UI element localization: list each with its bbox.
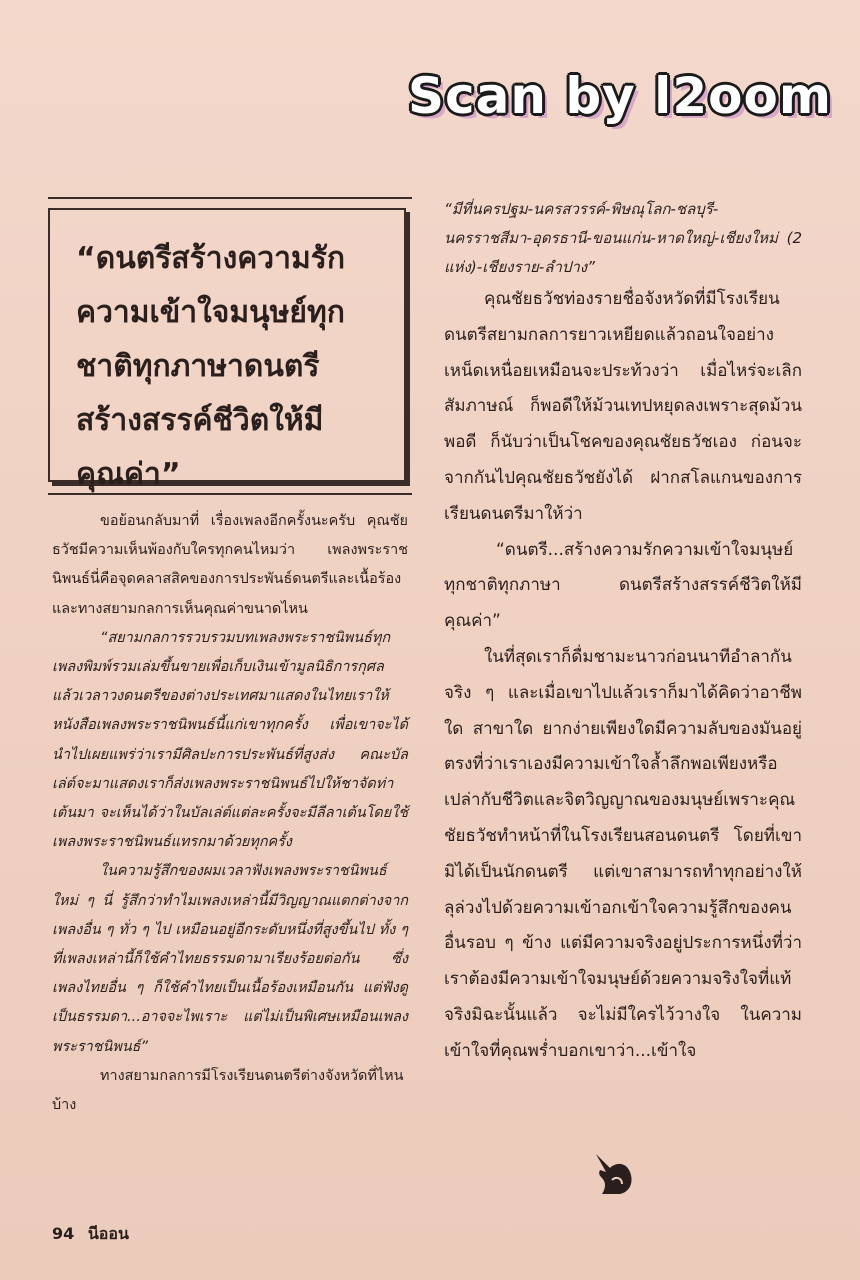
- magazine-name: นีออน: [87, 1224, 129, 1243]
- right-paragraph: ในที่สุดเราก็ดื่มชามะนาวก่อนนาทีอำลากันจริง ๆ และเมื่อเขาไปแล้วเราก็มาได้คิดว่าอาชีพใด สาขาใด ยากง่ายเพียงใดมีความลับของมันอยู่ตรงที่ว่าเราเองมีความเข้าใจล้ำลึกพอเพียงหรือเปล่ากับชีวิตและจิตวิญญาณของมนุษย์เพราะคุณชัยธวัชทำหน้าที่ในโรงเรียนสอนดนตรี โดยที่เขามิได้เป็นนักดนตรี แต่เขาสามารถทำทุกอย่างให้ลุล่วงไปด้วยความเข้าอกเข้าใจความรู้สึกของคนอื่นรอบ ๆ ข้าง แต่มีความจริงอยู่ประการหนึ่งที่ว่า เราต้องมีความเข้าใจมนุษย์ด้วยความจริงใจที่แท้จริงมิฉะนั้นแล้ว จะไม่มีใครไว้วางใจ ในความเข้าใจที่คุณพร่ำบอกเขาว่า...เข้าใจ: [444, 646, 802, 1061]
- right-paragraph: “มีที่นครปฐม-นครสวรรค์-พิษณุโลก-ชลบุรี-นครราชสีมา-อุดรธานี-ขอนแก่น-หาดใหญ่-เชียงใหม่ (2 แห่ง)-เชียงราย-ลำปาง”: [444, 200, 802, 276]
- top-rule: [48, 197, 412, 199]
- right-column: [444, 195, 802, 1070]
- left-paragraph: ขอย้อนกลับมาที่ เรื่องเพลงอีกครั้งนะครับ คุณชัยธวัชมีความเห็นพ้องกับใครทุกคนไหมว่า เพลงพระราชนิพนธ์นี่คือจุดคลาสสิคของการประพันธ์ดนตรีและเนื้อร้อง และทางสยามกลการเห็นคุณค่าขนาดไหน: [52, 513, 408, 617]
- left-paragraph: “สยามกลการรวบรวมบทเพลงพระราชนิพนธ์ทุกเพลงพิมพ์รวมเล่มขึ้นขายเพื่อเก็บเงินเข้ามูลนิธิการกุศล แล้วเวลาวงดนตรีของต่างประเทศมาแสดงในไทยเราให้หนังสือเพลงพระราชนิพนธ์นี้แก่เขาทุกครั้ง เพื่อเขาจะได้นำไปเผยแพร่ว่าเรามีศิลปะการประพันธ์ที่สูงส่ง คณะบัลเล่ต์จะมาแสดงเราก็ส่งเพลงพระราชนิพนธ์ไปให้ชาจัดท่าเต้นมา จะเห็นได้ว่าในบัลเล่ต์แต่ละครั้งจะมีลีลาเต้นโดยใช้เพลงพระราชนิพนธ์แทรกมาด้วยทุกครั้ง: [52, 629, 408, 851]
- scan-watermark: Scan by l2oom: [408, 67, 832, 125]
- left-paragraph: ทางสยามกลการมีโรงเรียนดนตรีต่างจังหวัดที่ไหนบ้าง: [52, 1067, 404, 1114]
- right-paragraph: คุณชัยธวัชท่องรายชื่อจังหวัดที่มีโรงเรียนดนตรีสยามกลการยาวเหยียดแล้วถอนใจอย่างเหน็ดเหนื่อยเหมือนจะประท้วงว่า เมื่อไหร่จะเลิกสัมภาษณ์ ก็พอดีให้ม้วนเทปหยุดลงเพราะสุดม้วนพอดี ก็นับว่าเป็นโชคของคุณชัยธวัชเอง ก่อนจะจากกันไปคุณชัยธวัชยังได้ ฝากสโลแกนของการเรียนดนตรีมาให้ว่า: [444, 289, 802, 524]
- unicorn-head-icon: [592, 1150, 636, 1196]
- pull-quote-box: [48, 208, 406, 492]
- mid-rule: [48, 493, 412, 495]
- page-footer: [52, 1221, 137, 1247]
- pull-quote-text: “ดนตรีสร้างความรักความเข้าใจมนุษย์ทุกชาติทุกภาษาดนตรีสร้างสรรค์ชีวิตให้มีคุณค่า”: [76, 241, 346, 492]
- page-number: 94: [52, 1224, 75, 1243]
- left-column: [52, 507, 408, 1120]
- right-paragraph: “ดนตรี...สร้างความรักความเข้าใจมนุษย์ทุกชาติทุกภาษา ดนตรีสร้างสรรค์ชีวิตให้มีคุณค่า”: [444, 539, 802, 632]
- left-paragraph: ในความรู้สึกของผมเวลาฟังเพลงพระราชนิพนธ์ใหม่ ๆ นี่ รู้สึกว่าทำไมเพลงเหล่านี้มีวิญญาณแตกต่างจากเพลงอื่น ๆ ทั่ว ๆ ไป เหมือนอยู่อีกระดับหนึ่งที่สูงขึ้นไป ทั้ง ๆ ที่เพลงเหล่านี้ก็ใช้คำไทยธรรมดามาเรียงร้อยต่อกัน ซึ่งเพลงไทยอื่น ๆ ก็ใช้คำไทยเป็นเนื้อร้องเหมือนกัน แต่ฟังดูเป็นธรรมดา...อาจจะไพเราะ แต่ไม่เป็นพิเศษเหมือนเพลงพระราชนิพนธ์”: [52, 863, 408, 1055]
